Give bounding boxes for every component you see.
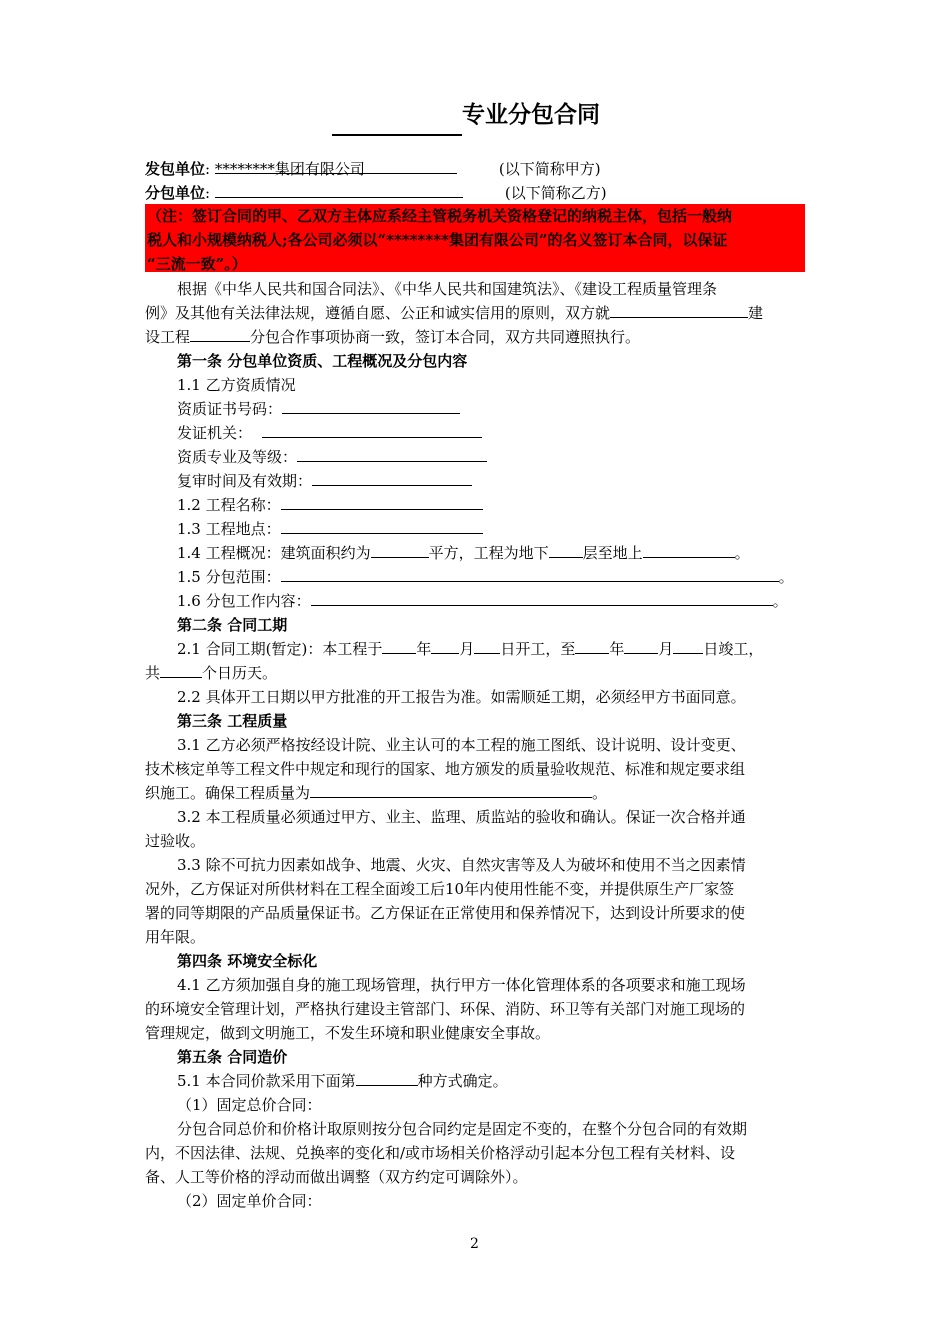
sub-field [215, 183, 463, 198]
issuer-field [262, 423, 482, 438]
section-1-3: 1.3 工程地点： [177, 519, 483, 539]
cert-no-line: 资质证书号码： [177, 399, 460, 419]
title-underline [332, 134, 462, 136]
section-3-1-l3: 织施工。确保工程质量为 。 [145, 784, 608, 802]
section-2-1-cont: 共 个日历天。 [145, 664, 278, 682]
option-1-l3: 备、人工等价格的浮动而做出调整（双方约定可调除外）。 [145, 1168, 528, 1186]
section-3-3-l1: 3.3 除不可抗力因素如战争、地震、火灾、自然灾害等及人为破坏和使用不当之因素情 [177, 856, 746, 874]
grade-line: 资质专业及等级： [177, 447, 487, 467]
contractor-label: 发包单位 [145, 160, 206, 178]
cert-no-field [282, 399, 460, 414]
article-1-heading: 第一条 分包单位资质、工程概况及分包内容 [177, 352, 468, 370]
issuer-line: 发证机关： [177, 423, 482, 443]
tax-note: （注：签订合同的甲、乙双方主体应系经主管税务机关资格登记的纳税主体，包括一般纳 税人和小规模纳税人;各公司必须以“********集团有限公司”的名义签订本合同，以保证 “三流一致”。） [145, 204, 805, 272]
article-5-heading: 第五条 合同造价 [177, 1048, 288, 1066]
section-4-1-l3: 管理规定，做到文明施工，不发生环境和职业健康安全事故。 [145, 1024, 551, 1042]
article-4-heading: 第四条 环境安全标化 [177, 952, 318, 970]
review-field [312, 471, 472, 486]
option-1-l2: 内，不因法律、法规、兑换率的变化和/或市场相关价格浮动引起本分包工程有关材料、设 [145, 1144, 736, 1162]
section-4-1-l1: 4.1 乙方须加强自身的施工现场管理，执行甲方一体化管理体系的各项要求和施工现场 [177, 976, 746, 994]
article-3-heading: 第三条 工程质量 [177, 712, 288, 730]
option-2-heading: （2）固定单价合同： [177, 1192, 322, 1210]
section-3-1-l1: 3.1 乙方必须严格按经设计院、业主认可的本工程的施工图纸、设计说明、设计变更、 [177, 736, 746, 754]
contractor-alias: (以下简称甲方) [498, 160, 601, 178]
section-3-2-l1: 3.2 本工程质量必须通过甲方、业主、监理、质监站的验收和确认。保证一次合格并通 [177, 808, 746, 826]
intro-line-2: 例》及其他有关法律法规，遵循自愿、公正和诚实信用的原则，双方就 建 [145, 304, 764, 322]
sub-label: 分包单位 [145, 184, 206, 202]
option-1-l1: 分包合同总价和价格计取原则按分包合同约定是固定不变的，在整个分包合同的有效期 [177, 1120, 748, 1138]
section-3-3-l3: 署的同等期限的产品质量保证书。乙方保证在正常使用和保养情况下，达到设计所要求的使 [145, 904, 746, 922]
section-5-1: 5.1 本合同价款采用下面第 种方式确定。 [177, 1072, 508, 1090]
article-2-heading: 第二条 合同工期 [177, 616, 288, 634]
grade-field [297, 447, 487, 462]
sub-line: 分包单位: (以下简称乙方) [145, 184, 607, 202]
intro-line-3: 设工程 分包合作事项协商一致，签订本合同，双方共同遵照执行。 [145, 328, 641, 346]
section-3-3-l4: 用年限。 [145, 928, 206, 946]
contractor-line: 发包单位: ********集团有限公司 (以下简称甲方) [145, 160, 601, 178]
section-3-1-l2: 技术核定单等工程文件中规定和现行的国家、地方颁发的质量验收规范、标准和规定要求组 [145, 760, 746, 778]
sub-alias: (以下简称乙方) [504, 184, 607, 202]
intro-line-1: 根据《中华人民共和国合同法》、《中华人民共和国建筑法》、《建设工程质量管理条 [177, 280, 718, 298]
section-4-1-l2: 的环境安全管理计划，严格执行建设主管部门、环保、消防、环卫等有关部门对施工现场的 [145, 1000, 746, 1018]
review-line: 复审时间及有效期： [177, 471, 472, 491]
section-1-6: 1.6 分包工作内容： 。 [177, 592, 788, 610]
section-1-4: 1.4 工程概况：建筑面积约为 平方，工程为地下 层至地上 。 [177, 544, 750, 562]
section-1-1: 1.1 乙方资质情况 [177, 376, 296, 394]
section-3-3-l2: 况外，乙方保证对所供材料在工程全面竣工后10年内使用性能不变，并提供原生产厂家签 [145, 880, 735, 898]
contractor-field: ********集团有限公司 [215, 159, 457, 174]
option-1-heading: （1）固定总价合同： [177, 1096, 322, 1114]
section-1-5: 1.5 分包范围： 。 [177, 568, 794, 586]
page-title: 专业分包合同 [462, 101, 600, 128]
section-1-2: 1.2 工程名称： [177, 495, 483, 515]
section-3-2-l2: 过验收。 [145, 832, 206, 850]
page-number: 2 [470, 1236, 479, 1252]
section-2-2: 2.2 具体开工日期以甲方批准的开工报告为准。如需顺延工期，必须经甲方书面同意。 [177, 688, 746, 706]
section-2-1: 2.1 合同工期(暂定)：本工程于 年 月 日开工，至 年 月 日竣工， [177, 640, 764, 658]
